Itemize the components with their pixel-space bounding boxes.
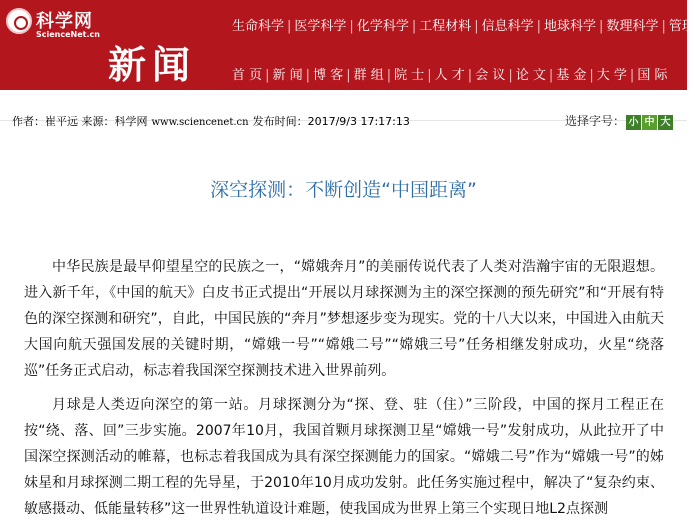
sub-nav-item[interactable]: 博 客 xyxy=(313,68,344,83)
font-size-large-button[interactable]: 大 xyxy=(658,115,673,130)
publish-time-label: 发布时间： xyxy=(252,115,308,128)
logo-domain: ScienceNet.cn xyxy=(36,30,100,39)
sub-nav-item[interactable]: 群 组 xyxy=(353,68,384,83)
sub-nav-item[interactable]: 人 才 xyxy=(434,68,465,83)
publish-time: 2017/9/3 17:17:13 xyxy=(307,115,410,128)
sub-nav-item[interactable]: 国 际 xyxy=(637,68,668,83)
top-nav-item[interactable]: 数理科学 xyxy=(606,19,659,34)
sub-nav-item[interactable]: 首 页 xyxy=(232,68,263,83)
top-nav-item[interactable]: 管理 xyxy=(668,19,695,34)
source-label: 来源： xyxy=(81,115,115,128)
sub-nav: 首 页 | 新 闻 | 博 客 | 群 组 | 院 士 | 人 才 | 会 议 | 论 文 | 基 金 | 大 学 | 国 际 xyxy=(232,68,668,83)
site-logo[interactable] xyxy=(6,6,106,46)
author-label: 作者： xyxy=(12,115,45,128)
author-name: 崔平远 xyxy=(45,115,78,128)
source-name: 科学网 xyxy=(114,115,148,128)
sub-nav-item[interactable]: 基 金 xyxy=(556,68,587,83)
font-size-selector xyxy=(565,112,673,130)
top-nav-item[interactable]: 医学科学 xyxy=(294,19,347,34)
source-url: www.sciencenet.cn xyxy=(151,117,249,128)
logo-emblem-icon xyxy=(6,8,32,34)
sub-nav-item[interactable]: 论 文 xyxy=(515,68,546,83)
top-nav-item[interactable]: 化学科学 xyxy=(356,19,409,34)
sub-nav-item[interactable]: 会 议 xyxy=(475,68,506,83)
article-meta xyxy=(12,113,410,129)
top-nav-item[interactable]: 信息科学 xyxy=(481,19,534,34)
article-paragraph: 月球是人类迈向深空的第一站。月球探测分为“探、登、驻（住）”三阶段，中国的探月工程正在按“绕、落、回”三步实施。2007年10月，我国首颗月球探测卫星“嫦娥一号”发射成功，从此拉开了中国深空探测活动的帷幕，也标志着我国成为具有深空探测能力的国家。“嫦娥二号”作为“嫦娥一号”的姊妹星和月球探测二期工程的先导星，于2010年10月成功发射。此任务实施过程中，解决了“复杂约束、敏感摄动、低能量转移”这一世界性轨道设计难题，使我国成为世界上第三个实现日地L2点探测 xyxy=(24,397,664,517)
site-header xyxy=(0,0,695,90)
sub-nav-item[interactable]: 新 闻 xyxy=(272,68,303,83)
article-title: 深空探测：不断创造“中国距离” xyxy=(210,179,477,201)
article-meta-bar xyxy=(0,92,687,128)
sub-nav-item[interactable]: 院 士 xyxy=(394,68,425,83)
article-body xyxy=(24,254,664,530)
top-nav-item[interactable]: 生命科学 xyxy=(232,19,285,34)
article-paragraph: 中华民族是最早仰望星空的民族之一，“嫦娥奔月”的美丽传说代表了人类对浩瀚宇宙的无限遐想。进入新千年，《中国的航天》白皮书正式提出“开展以月球探测为主的深空探测的预先研究”和“开展有特色的深空探测和研究”，自此，中国民族的“奔月”梦想逐步变为现实。党的十八大以来，中国进入由航天大国向航天强国发展的关键时期，“嫦娥一号”“嫦娥二号”“嫦娥三号”任务相继发射成功，火星“绕落巡”任务正式启动，标志着我国深空探测技术进入世界前列。 xyxy=(24,259,664,379)
sub-nav-item[interactable]: 大 学 xyxy=(596,68,627,83)
top-nav-item[interactable]: 地球科学 xyxy=(544,19,597,34)
logo-name: 科学网 xyxy=(36,11,93,32)
top-nav: 生命科学 | 医学科学 | 化学科学 | 工程材料 | 信息科学 | 地球科学 | 数理科学 | 管理 xyxy=(232,19,695,34)
font-size-label: 选择字号： xyxy=(564,114,625,128)
channel-title: 新闻 xyxy=(108,43,197,87)
font-size-medium-button[interactable]: 中 xyxy=(642,115,657,130)
top-nav-item[interactable]: 工程材料 xyxy=(419,19,472,34)
font-size-small-button[interactable]: 小 xyxy=(626,115,641,130)
